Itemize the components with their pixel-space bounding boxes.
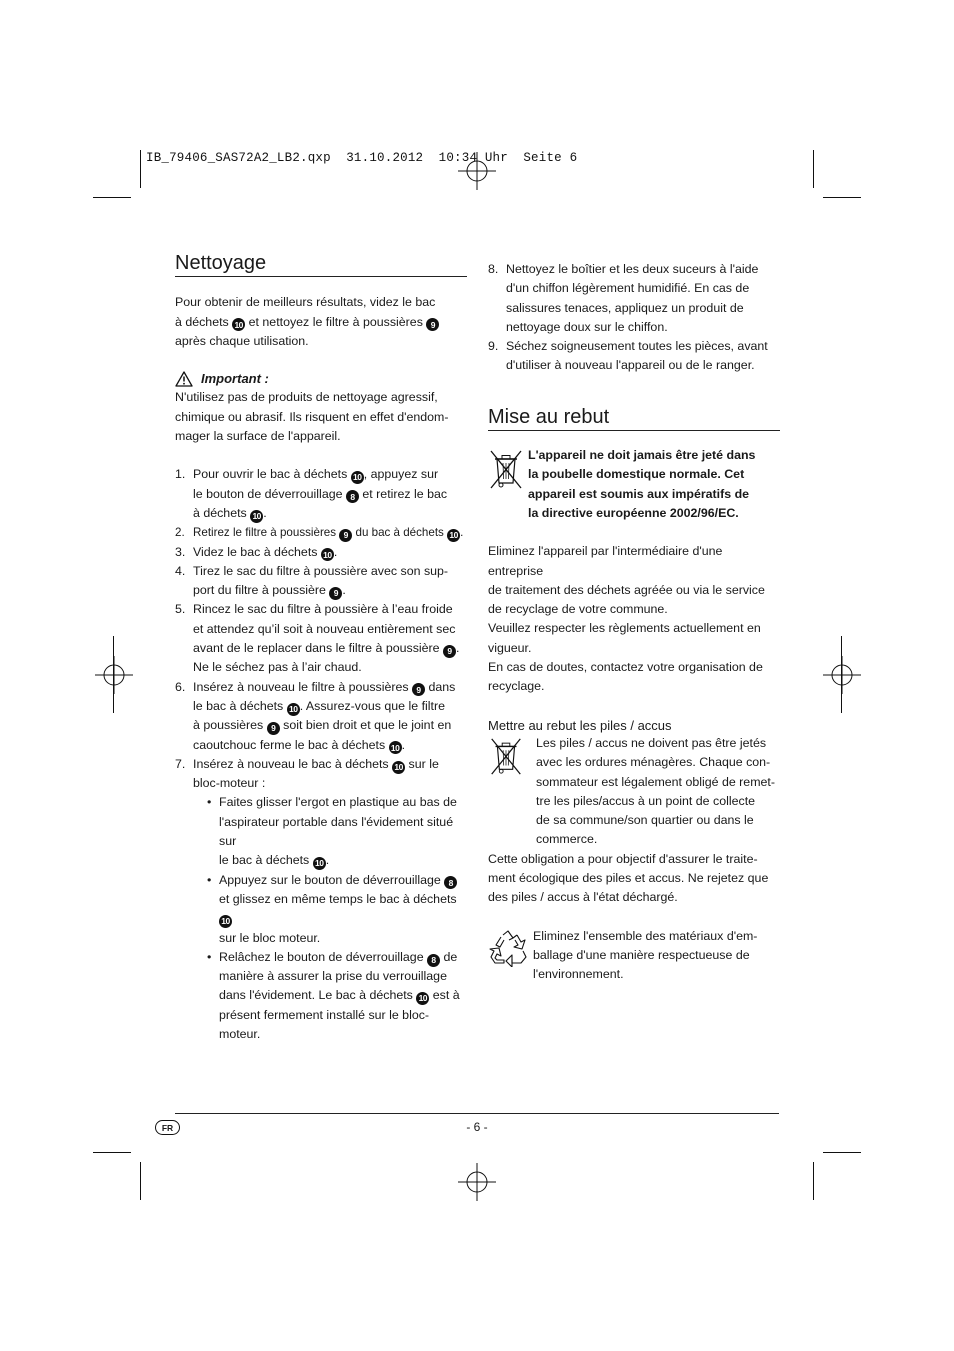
part-number-badge: 10 <box>232 318 245 331</box>
important-text: N'utilisez pas de produits de nettoyage agressif, chimique ou abrasif. Ils risquent en effet d'endom- mager la surface de l'appareil. <box>175 390 449 444</box>
part-number-badge: 8 <box>346 490 359 503</box>
part-number-badge: 10 <box>392 761 405 774</box>
crop-mark <box>823 1152 861 1153</box>
left-column <box>175 254 467 1044</box>
important-notice <box>175 369 467 446</box>
part-number-badge: 9 <box>329 587 342 600</box>
part-number-badge: 9 <box>267 722 280 735</box>
bullet-icon: • <box>207 949 212 964</box>
packaging-text: Eliminez l'ensemble des matériaux d'em- ballage d'une manière respectueuse de l'environnement. <box>533 928 758 982</box>
important-heading: Important : <box>201 371 269 387</box>
packaging-notice <box>488 927 780 985</box>
batteries-notice <box>488 734 780 850</box>
footer-rule <box>175 1113 779 1114</box>
page-number: - 6 - <box>466 1120 488 1134</box>
sub-steps <box>193 793 467 1044</box>
batteries-text: Les piles / accus ne doivent pas être jetés avec les ordures ménagères. Chaque con- sommateur est légalement obligé de remet- tre les piles/accus à un point de collecte de sa commune/son quartier ou dans le commerce. <box>536 735 775 847</box>
list-item: 7. Insérez à nouveau le bac à déchets 10 sur le bloc-moteur : • Faites glisser l'ergot en plastique au bas de l'aspirateur portable dans l'évidement situé sur le bac à déchets 10 . • Appuyez sur le bouton de déverrouillage 8 et glissez en même temps le bac à déchets 10 sur le bloc moteur. • Relâchez le bouton de déverrouillage 8 de manière à assurer la prise du verrouillage dans l'évidement. Le bac à déchets 10 est à présent fermement installé sur le bloc-moteur. <box>175 755 467 1044</box>
bullet-icon: • <box>207 795 212 810</box>
cleaning-steps <box>175 465 467 1044</box>
list-item: 4. Tirez le sac du filtre à poussière avec son sup- port du filtre à poussière 9 . <box>175 563 449 599</box>
part-number-badge: 10 <box>287 703 300 716</box>
list-item: 5. Rincez le sac du filtre à poussière à l’eau froide et attendez qu’il soit à nouveau entièrement sec avant de le replacer dans le filtre à poussière 9 . Ne le séchez pas à l’air chaud. <box>175 602 460 675</box>
registration-mark-icon <box>823 656 861 694</box>
part-number-badge: 10 <box>447 529 460 542</box>
part-number-badge: 9 <box>443 645 456 658</box>
list-item: 3. Videz le bac à déchets 10 . <box>175 544 338 560</box>
list-item: 2. Retirez le filtre à poussières 9 du bac à déchets 10 . <box>175 526 464 541</box>
part-number-badge: 10 <box>219 915 232 928</box>
batteries-paragraph: Cette obligation a pour objectif d'assurer le traite- ment écologique des piles et accus. Ne rejetez que des piles / accus à l'état déchargé. <box>488 851 769 905</box>
part-number-badge: 10 <box>351 471 364 484</box>
part-number-badge: 8 <box>444 876 457 889</box>
list-item: 6. Insérez à nouveau le filtre à poussières 9 dans le bac à déchets 10 . Assurez-vous que le filtre à poussières 9 soit bien droit et que le joint en caoutchouc ferme le bac à déchets 10 . <box>175 679 456 753</box>
bullet-icon: • <box>207 872 212 887</box>
part-number-badge: 10 <box>321 548 334 561</box>
intro-paragraph: Pour obtenir de meilleurs résultats, videz le bac à déchets 10 et nettoyez le filtre à poussières 9 après chaque utilisation. <box>175 293 467 351</box>
crop-mark <box>93 1152 131 1153</box>
registration-mark-icon <box>458 152 496 190</box>
right-column <box>488 260 780 985</box>
crop-mark <box>813 150 814 188</box>
part-number-badge: 9 <box>339 529 352 542</box>
part-number-badge: 9 <box>426 318 439 331</box>
print-slug: IB_79406_SAS72A2_LB2.qxp 31.10.2012 10:34 Uhr Seite 6 <box>146 151 578 165</box>
crossed-bin-icon <box>488 736 524 776</box>
recycle-icon <box>488 929 528 967</box>
crop-mark <box>113 636 114 713</box>
crop-mark <box>140 1162 141 1200</box>
language-badge: FR <box>155 1120 180 1135</box>
batteries-heading: Mettre au rebut les piles / accus <box>488 717 672 733</box>
crop-mark <box>813 1162 814 1200</box>
disposal-paragraph: Eliminez l'appareil par l'intermédiaire d'une entreprise de traitement des déchets agréée ou via le service de recyclage de votre commune. Veuillez respecter les règlements actuellement en vigueur. En cas de doutes, contactez votre organisation de recyclage. <box>488 544 765 694</box>
warning-triangle-icon <box>175 371 193 387</box>
part-number-badge: 10 <box>416 992 429 1005</box>
crop-mark <box>823 197 861 198</box>
list-item: • Relâchez le bouton de déverrouillage 8 de manière à assurer la prise du verrouillage dans l'évidement. Le bac à déchets 10 est à présent fermement installé sur le bloc-moteur. <box>207 949 460 1041</box>
part-number-badge: 10 <box>250 510 263 523</box>
crop-mark <box>841 636 842 713</box>
crop-mark <box>140 150 141 188</box>
list-item: 9. Séchez soigneusement toutes les pièces, avant d'utiliser à nouveau l'appareil ou de le ranger. <box>488 339 768 373</box>
list-item: • Faites glisser l'ergot en plastique au bas de l'aspirateur portable dans l'évidement situé sur le bac à déchets 10 . <box>207 795 457 869</box>
part-number-badge: 9 <box>412 683 425 696</box>
weee-warning-text: L'appareil ne doit jamais être jeté dans la poubelle domestique normale. Cet appareil est soumis aux impératifs de la directive européenne 2002/96/EC. <box>528 448 756 520</box>
section-title-mise-au-rebut: Mise au rebut <box>488 408 780 431</box>
section-title-nettoyage: Nettoyage <box>175 254 467 277</box>
weee-notice <box>488 446 780 523</box>
registration-mark-icon <box>458 1163 496 1201</box>
cleaning-steps-continued <box>488 260 780 376</box>
crop-mark <box>93 197 131 198</box>
list-item: 8. Nettoyez le boîtier et les deux suceurs à l'aide d'un chiffon légèrement humidifié. En cas de salissures tenaces, appliquez un produit de nettoyage doux sur le chiffon. <box>488 262 759 334</box>
crossed-bin-icon <box>488 448 524 490</box>
part-number-badge: 8 <box>427 954 440 967</box>
list-item: • Appuyez sur le bouton de déverrouillage 8 et glissez en même temps le bac à déchets 10 sur le bloc moteur. <box>207 872 457 945</box>
list-item: 1. Pour ouvrir le bac à déchets 10 , appuyez sur le bouton de déverrouillage 8 et retirez le bac à déchets 10 . <box>175 467 448 521</box>
registration-mark-icon <box>95 656 133 694</box>
part-number-badge: 10 <box>389 741 402 754</box>
part-number-badge: 10 <box>313 857 326 870</box>
